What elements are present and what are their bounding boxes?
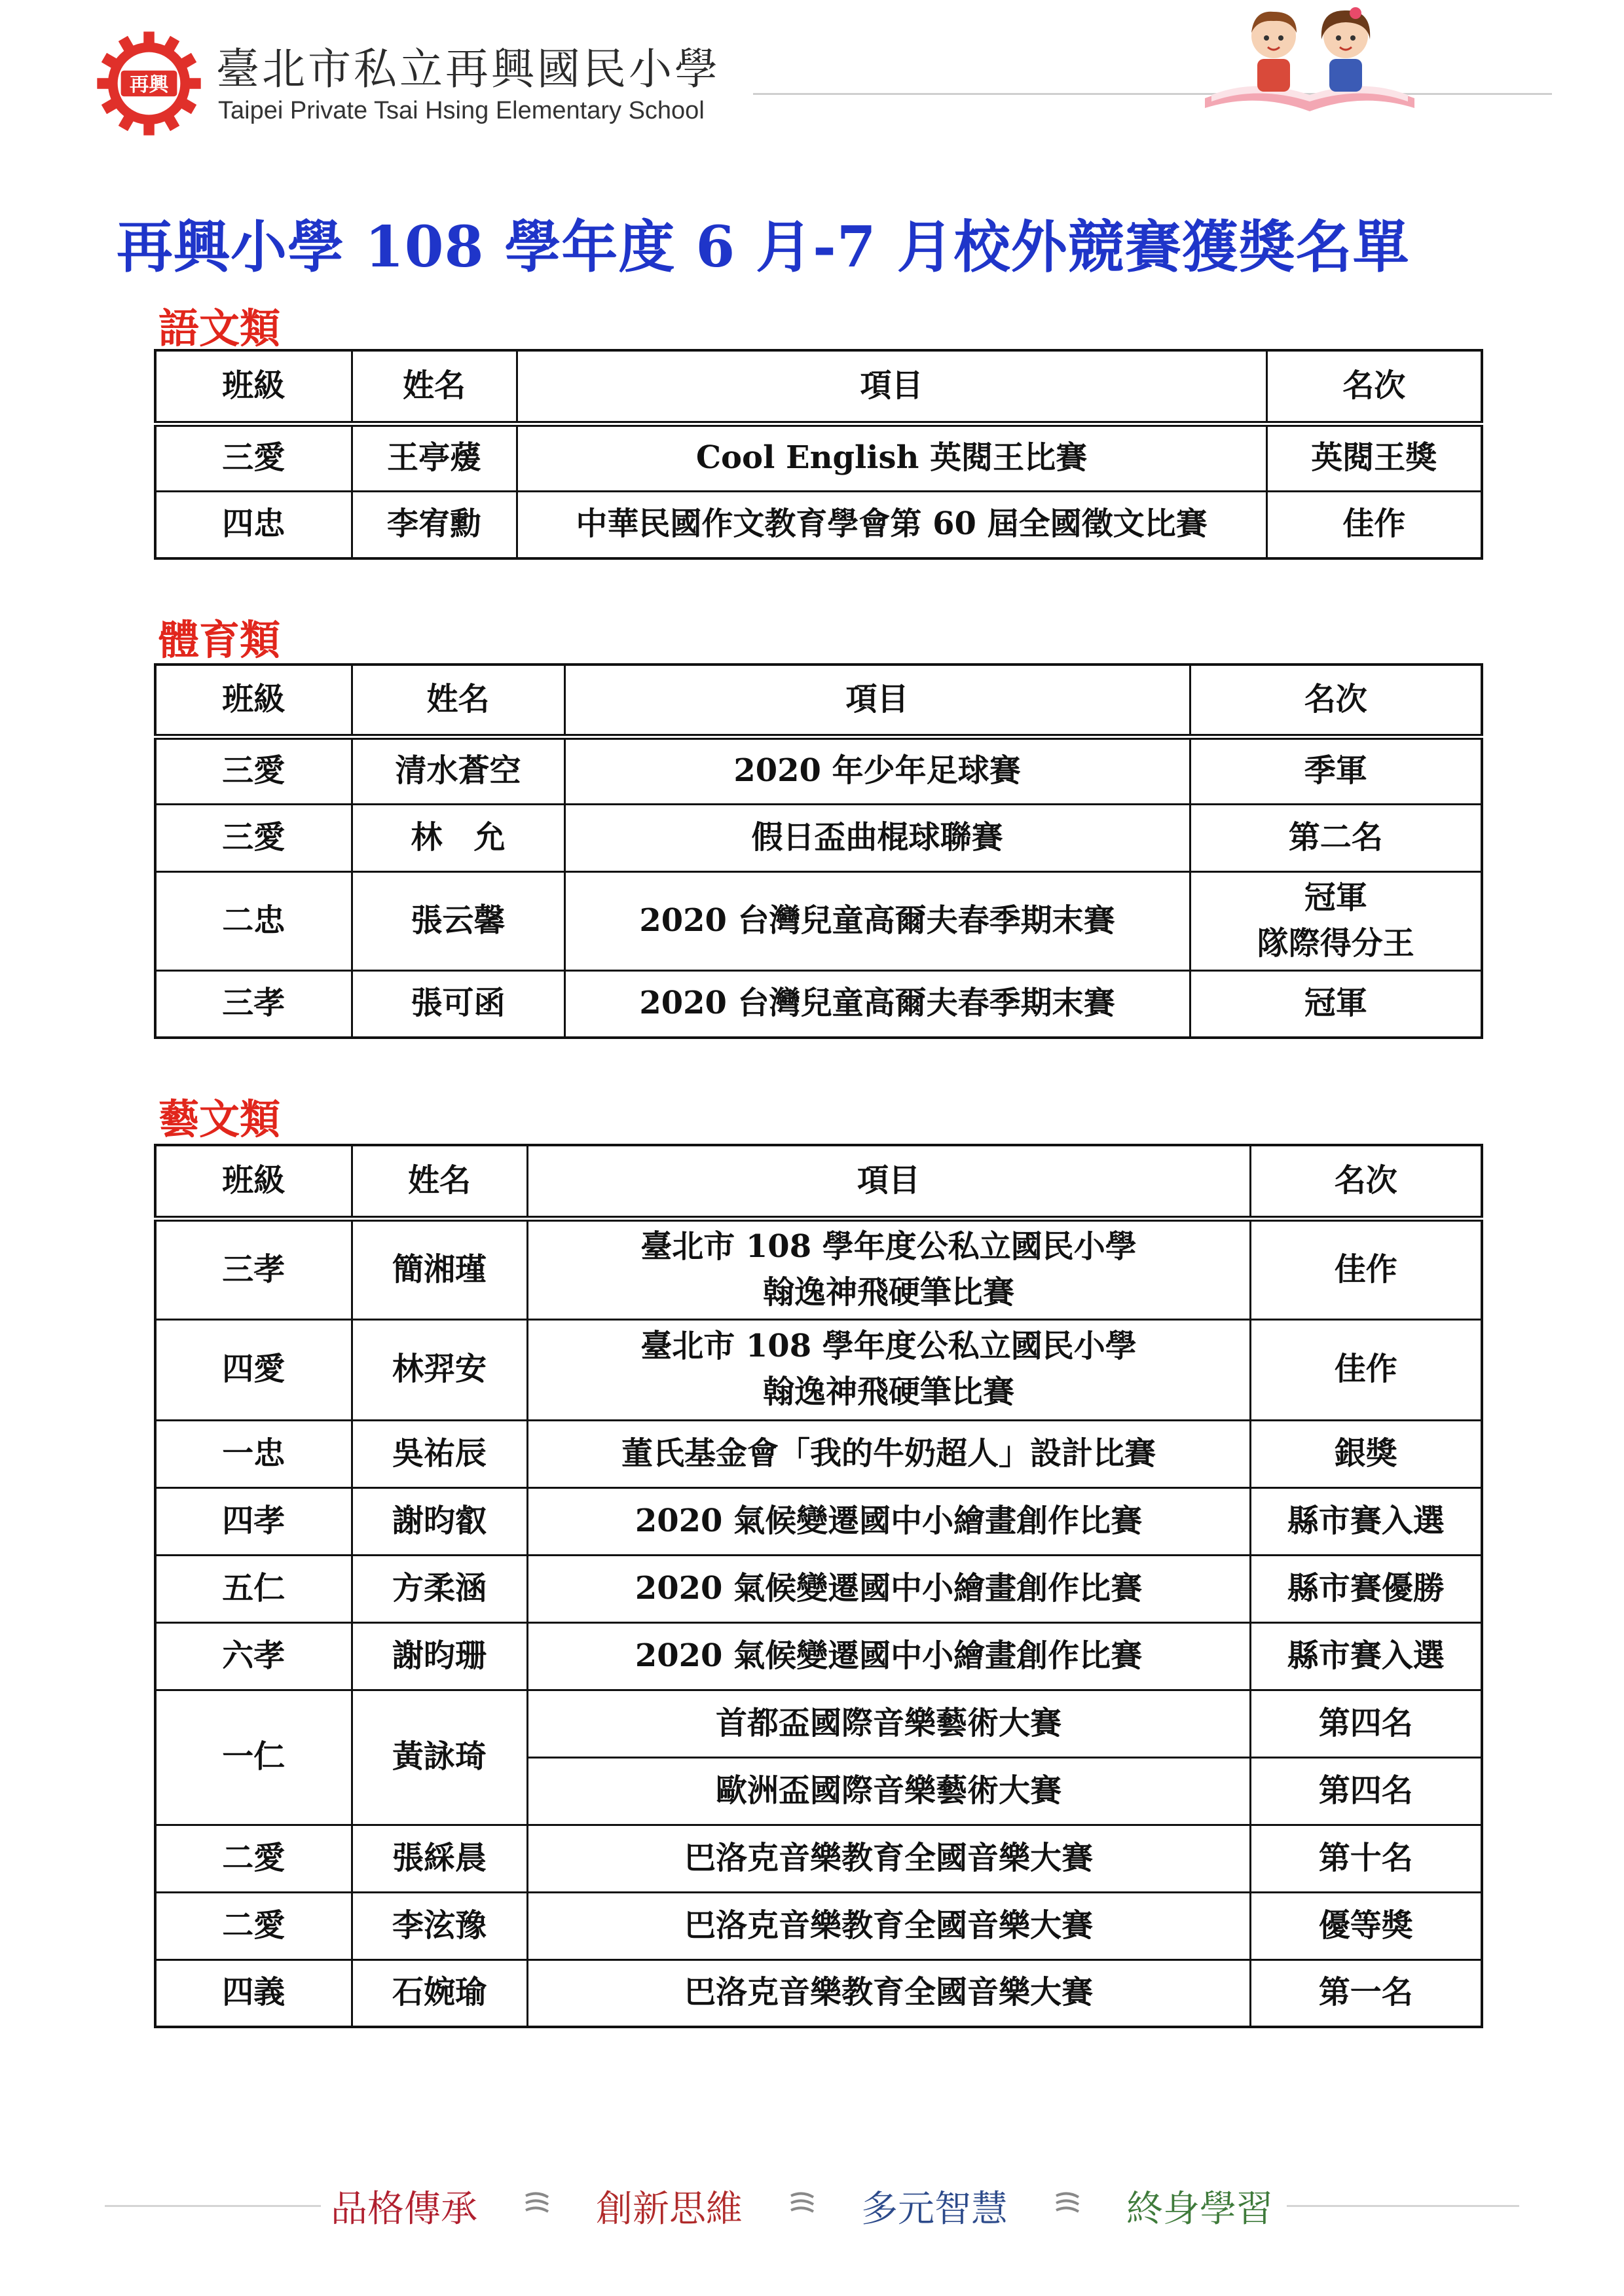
table-row — [155, 1218, 1482, 1319]
cell-class: 三愛 — [155, 737, 352, 804]
cell-rank: 佳作 — [1250, 1218, 1482, 1319]
cell-class: 三孝 — [155, 970, 352, 1038]
table-row — [155, 1420, 1482, 1487]
cell-rank: 縣市賽入選 — [1250, 1487, 1482, 1555]
cell-event: Cool English 英閱王比賽 — [517, 424, 1266, 491]
col-header-name: 姓名 — [352, 1145, 527, 1218]
cell-name: 黃詠琦 — [352, 1690, 527, 1825]
cell-rank: 縣市賽入選 — [1250, 1622, 1482, 1690]
table-header-row — [155, 350, 1482, 424]
col-header-rank: 名次 — [1190, 665, 1482, 737]
swirl-icon — [1051, 2187, 1084, 2219]
col-header-rank: 名次 — [1250, 1145, 1482, 1218]
table-row — [155, 1825, 1482, 1892]
col-header-name: 姓名 — [352, 350, 517, 424]
cell-event: 2020 年少年足球賽 — [564, 737, 1190, 804]
table-row — [155, 970, 1482, 1038]
col-header-event: 項目 — [527, 1145, 1250, 1218]
table-language — [154, 349, 1483, 560]
cell-rank: 第十名 — [1250, 1825, 1482, 1892]
logo-text: 再興 — [129, 73, 169, 97]
col-header-class: 班級 — [155, 665, 352, 737]
cell-name: 吳祐辰 — [352, 1420, 527, 1487]
cell-event-line2: 翰逸神飛硬筆比賽 — [762, 1374, 1014, 1410]
motto-3: 多元智慧 — [861, 2188, 1008, 2231]
school-name-en: Taipei Private Tsai Hsing Elementary School — [218, 97, 705, 124]
table-arts — [154, 1144, 1483, 2028]
cell-name: 林羿安 — [352, 1319, 527, 1420]
cell-name: 張可函 — [352, 970, 564, 1038]
cell-name: 張綵晨 — [352, 1825, 527, 1892]
table-row — [155, 1690, 1482, 1757]
table-row — [155, 1319, 1482, 1420]
cell-rank: 銀獎 — [1250, 1420, 1482, 1487]
cell-rank: 第一名 — [1250, 1959, 1482, 2027]
cell-class: 三愛 — [155, 804, 352, 871]
cell-rank: 優等獎 — [1250, 1892, 1482, 1959]
cell-event: 首都盃國際音樂藝術大賽 — [527, 1690, 1250, 1757]
kids-book-illustration — [1192, 0, 1428, 131]
table-row — [155, 1892, 1482, 1959]
cell-name: 王亭蕿 — [352, 424, 517, 491]
footer-mottos — [0, 2180, 1624, 2232]
cell-class: 三孝 — [155, 1218, 352, 1319]
cell-class: 二愛 — [155, 1825, 352, 1892]
cell-class: 四義 — [155, 1959, 352, 2027]
cell-rank-line1: 冠軍 — [1304, 879, 1367, 916]
cell-event: 2020 台灣兒童高爾夫春季期末賽 — [564, 871, 1190, 970]
table-row — [155, 1622, 1482, 1690]
cell-class: 六孝 — [155, 1622, 352, 1690]
cell-rank: 冠軍 — [1190, 970, 1482, 1038]
cell-name: 簡湘瑾 — [352, 1218, 527, 1319]
cell-rank: 第四名 — [1250, 1690, 1482, 1757]
cell-event: 董氏基金會「我的牛奶超人」設計比賽 — [527, 1420, 1250, 1487]
page-title: 再興小學 108 學年度 6 月-7 月校外競賽獲獎名單 — [117, 214, 1410, 280]
col-header-name: 姓名 — [352, 665, 564, 737]
header-divider — [753, 93, 1552, 95]
cell-rank: 英閱王獎 — [1266, 424, 1482, 491]
cell-name: 林 允 — [352, 804, 564, 871]
cell-event: 中華民國作文教育學會第 60 屆全國徵文比賽 — [517, 491, 1266, 558]
table-row — [155, 737, 1482, 804]
school-name-cn: 臺北市私立再興國民小學 — [216, 44, 720, 94]
table-row — [155, 424, 1482, 491]
cell-rank: 第四名 — [1250, 1757, 1482, 1825]
cell-event: 巴洛克音樂教育全國音樂大賽 — [527, 1892, 1250, 1959]
cell-class: 四孝 — [155, 1487, 352, 1555]
table-row — [155, 804, 1482, 871]
table-row — [155, 1959, 1482, 2027]
cell-class: 四忠 — [155, 491, 352, 558]
section-title-arts: 藝文類 — [158, 1095, 281, 1143]
cell-rank-line2: 隊際得分王 — [1257, 924, 1414, 962]
cell-class: 五仁 — [155, 1555, 352, 1622]
cell-rank — [1190, 871, 1482, 970]
cell-name: 謝昀叡 — [352, 1487, 527, 1555]
cell-class: 三愛 — [155, 424, 352, 491]
cell-name: 李宥勳 — [352, 491, 517, 558]
cell-event-line1: 臺北市 108 學年度公私立國民小學 — [640, 1228, 1137, 1265]
cell-rank: 縣市賽優勝 — [1250, 1555, 1482, 1622]
cell-name: 張云馨 — [352, 871, 564, 970]
cell-name: 石婉瑜 — [352, 1959, 527, 2027]
cell-event: 2020 氣候變遷國中小繪畫創作比賽 — [527, 1487, 1250, 1555]
section-title-language: 語文類 — [158, 304, 281, 352]
cell-class: 一仁 — [155, 1690, 352, 1825]
cell-event: 巴洛克音樂教育全國音樂大賽 — [527, 1959, 1250, 2027]
swirl-icon — [786, 2187, 819, 2219]
cell-event-line2: 翰逸神飛硬筆比賽 — [762, 1273, 1014, 1311]
section-title-sports: 體育類 — [158, 616, 281, 664]
col-header-class: 班級 — [155, 350, 352, 424]
cell-event: 2020 氣候變遷國中小繪畫創作比賽 — [527, 1555, 1250, 1622]
cell-rank: 佳作 — [1266, 491, 1482, 558]
motto-1: 品格傳承 — [331, 2188, 477, 2231]
motto-4: 終身學習 — [1126, 2188, 1273, 2231]
col-header-event: 項目 — [517, 350, 1266, 424]
cell-class: 二忠 — [155, 871, 352, 970]
table-row — [155, 871, 1482, 970]
cell-class: 一忠 — [155, 1420, 352, 1487]
table-row — [155, 1487, 1482, 1555]
swirl-icon — [521, 2187, 553, 2219]
table-row — [155, 491, 1482, 558]
table-sports — [154, 663, 1483, 1039]
cell-rank: 季軍 — [1190, 737, 1482, 804]
cell-event — [527, 1319, 1250, 1420]
col-header-event: 項目 — [564, 665, 1190, 737]
cell-event: 2020 台灣兒童高爾夫春季期末賽 — [564, 970, 1190, 1038]
table-header-row — [155, 1145, 1482, 1218]
cell-rank: 佳作 — [1250, 1319, 1482, 1420]
col-header-rank: 名次 — [1266, 350, 1482, 424]
cell-event-line1: 臺北市 108 學年度公私立國民小學 — [640, 1328, 1137, 1365]
cell-rank: 第二名 — [1190, 804, 1482, 871]
cell-event: 假日盃曲棍球聯賽 — [564, 804, 1190, 871]
table-header-row — [155, 665, 1482, 737]
cell-name: 謝昀珊 — [352, 1622, 527, 1690]
cell-event: 歐洲盃國際音樂藝術大賽 — [527, 1757, 1250, 1825]
cell-event: 2020 氣候變遷國中小繪畫創作比賽 — [527, 1622, 1250, 1690]
cell-name: 清水蒼空 — [352, 737, 564, 804]
cell-class: 四愛 — [155, 1319, 352, 1420]
footer-line-right — [1287, 2205, 1519, 2207]
table-row — [155, 1555, 1482, 1622]
footer-line-left — [105, 2205, 321, 2207]
cell-name: 方柔涵 — [352, 1555, 527, 1622]
school-logo — [95, 29, 203, 137]
cell-event — [527, 1218, 1250, 1319]
cell-name: 李泫豫 — [352, 1892, 527, 1959]
cell-class: 二愛 — [155, 1892, 352, 1959]
col-header-class: 班級 — [155, 1145, 352, 1218]
cell-event: 巴洛克音樂教育全國音樂大賽 — [527, 1825, 1250, 1892]
motto-2: 創新思維 — [596, 2188, 743, 2231]
